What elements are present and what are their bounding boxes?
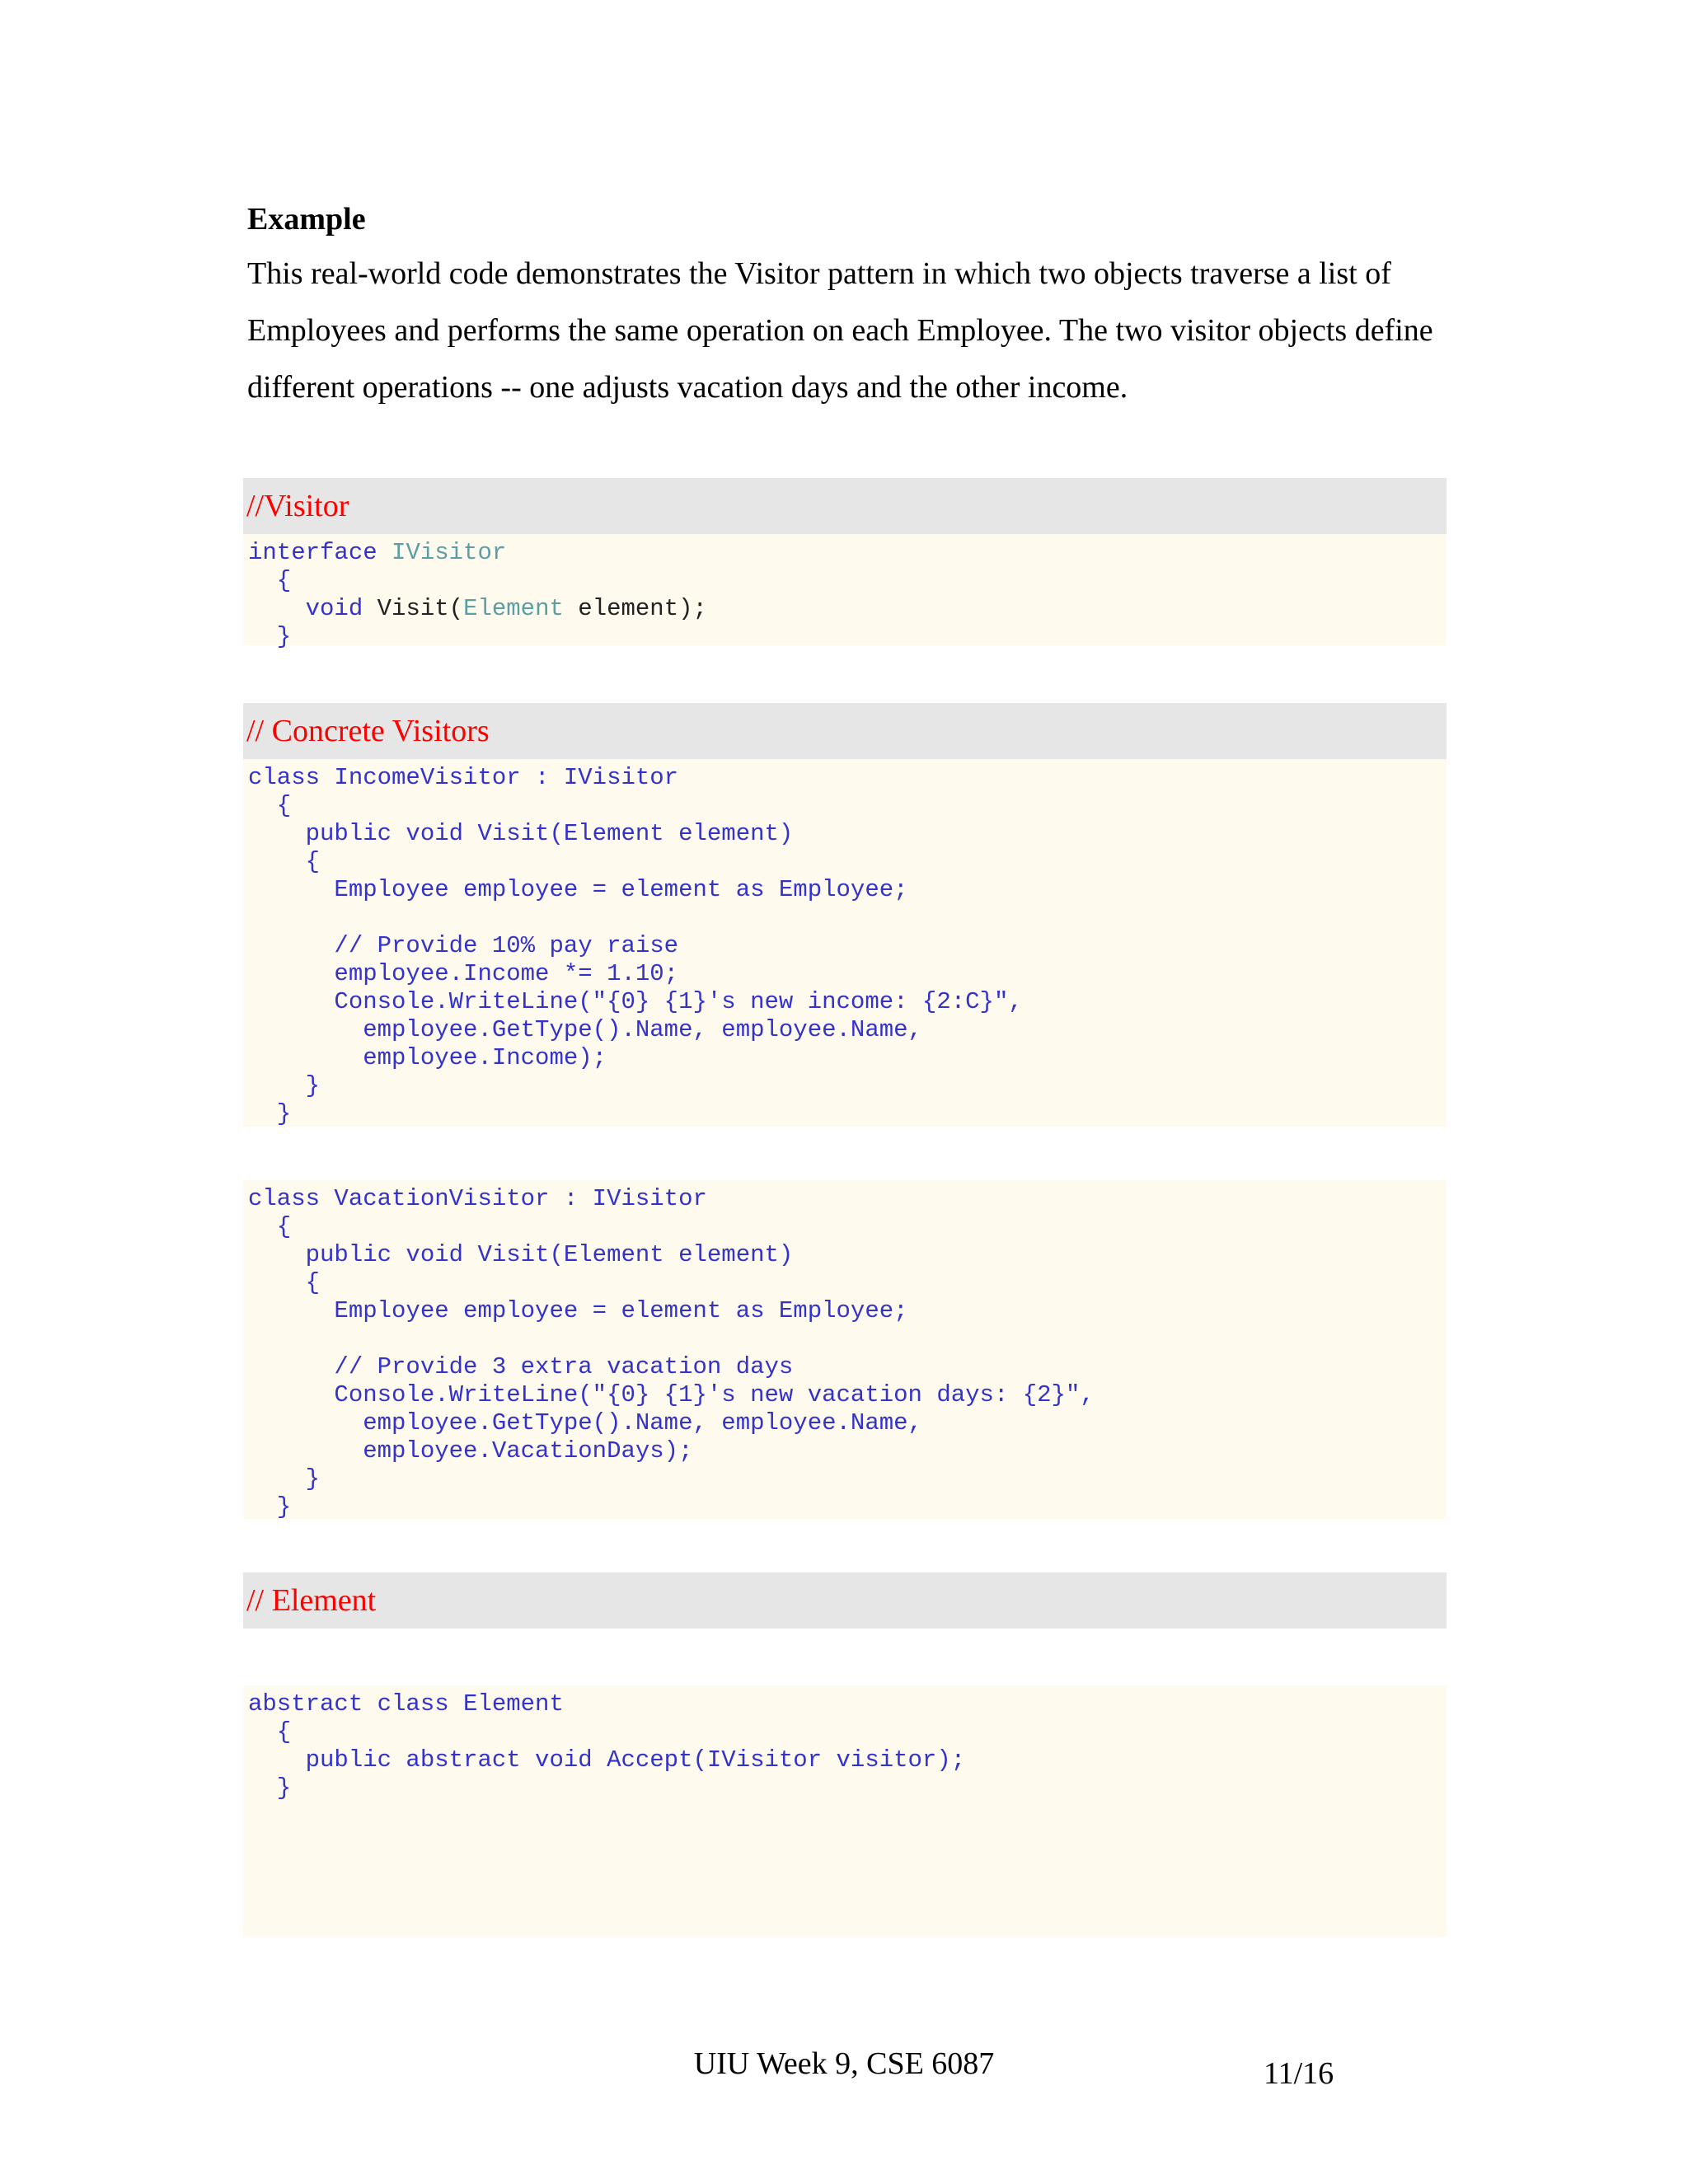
element-section-header: // Element [243, 1572, 1447, 1629]
code-type-name: Element [463, 595, 564, 622]
footer-course: UIU Week 9, CSE 6087 [693, 2046, 995, 2081]
visitor-section-header: //Visitor [243, 478, 1447, 534]
visitor-interface-code [243, 534, 1447, 650]
code-keyword: void [248, 595, 363, 622]
concrete-visitors-section-header: // Concrete Visitors [243, 703, 1447, 759]
code-keyword: interface [248, 539, 377, 566]
vacation-visitor-code: class VacationVisitor : IVisitor { public void Visit(Element element) { Employee employee = element as Employee; // Provide 3 extra vacation days Console.WriteLine("{0} {1}'s new vacation days: {2}", employee.GetType().Name, employee.Name, employee.VacationDays); } } [243, 1180, 1447, 1519]
page-number: 11/16 [1264, 2056, 1334, 2091]
code-text: element); [563, 595, 707, 622]
element-class-code: abstract class Element { public abstract void Accept(IVisitor visitor); } [243, 1685, 1447, 1937]
code-brace: } [248, 623, 292, 650]
intro-paragraph: This real-world code demonstrates the Visitor pattern in which two objects traverse a list of Employees and performs the same operation on each Employee. The two visitor objects define different operations -- one adjusts vacation days and the other income. [247, 256, 1433, 405]
code-type-name: IVisitor [392, 539, 507, 566]
income-visitor-code: class IncomeVisitor : IVisitor { public void Visit(Element element) { Employee employee = element as Employee; // Provide 10% pay raise employee.Income *= 1.10; Console.WriteLine("{0} {1}'s new income: {2:C}", employee.GetType().Name, employee.Name, employee.Income); } } [243, 759, 1447, 1127]
code-text: Visit( [363, 595, 464, 622]
code-brace: { [248, 567, 292, 594]
section-heading: Example [247, 202, 366, 237]
